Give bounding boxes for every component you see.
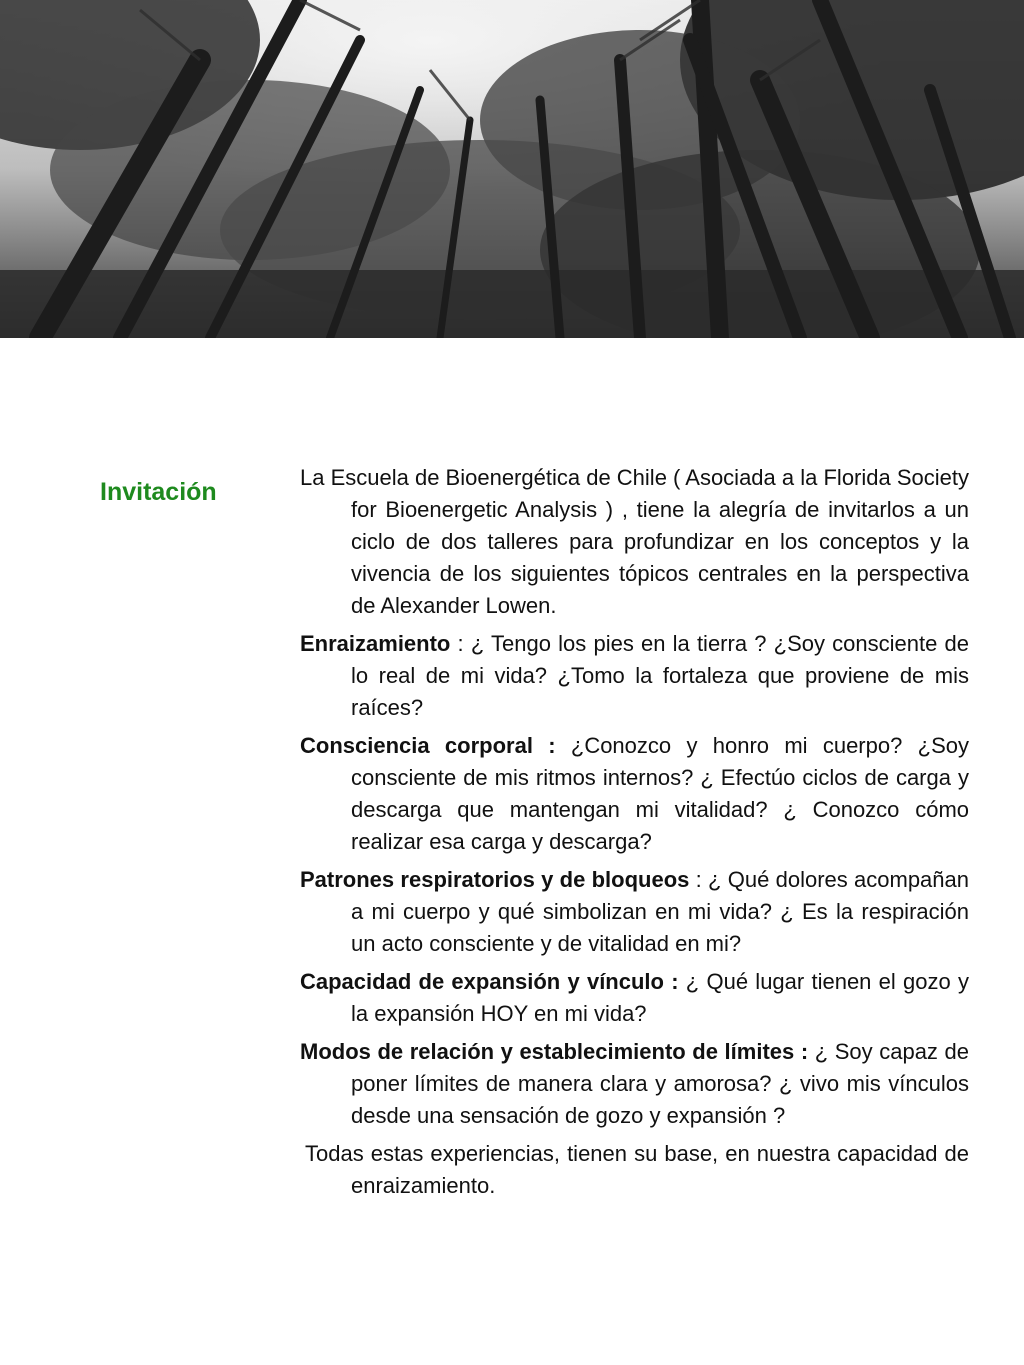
closing-paragraph: Todas estas experiencias, tienen su base, en nuestra capacidad de enraizamiento. (305, 1141, 969, 1198)
topic-term: Modos de relación y establecimiento de límites : (300, 1039, 809, 1064)
topic-separator (679, 969, 686, 994)
topic-paragraph (300, 628, 969, 724)
forest-canopy-photo (0, 0, 1024, 338)
topic-term: Consciencia corporal : (300, 733, 556, 758)
topic-text: ¿ Soy capaz de poner límites de manera clara y amorosa? ¿ vivo mis vínculos desde una sensación de gozo y expansión ? (351, 1039, 969, 1128)
topic-separator (808, 1039, 815, 1064)
page-title: Invitación (100, 478, 217, 506)
topic-term: Patrones respiratorios y de bloqueos (300, 867, 690, 892)
intro-paragraph: La Escuela de Bioenergética de Chile ( Asociada a la Florida Society for Bioenergetic Analysis ) , tiene la alegría de invitarlos a un ciclo de dos talleres para profundizar en los conceptos y la vivencia de los siguientes tópicos centrales en la perspectiva de Alexander Lowen. (300, 465, 969, 618)
topic-paragraph (300, 730, 969, 858)
topic-term: Enraizamiento (300, 631, 451, 656)
topic-paragraph (300, 1036, 969, 1132)
topic-text: ¿ Tengo los pies en la tierra ? ¿Soy consciente de lo real de mi vida? ¿Tomo la fortaleza que proviene de mis raíces? (351, 631, 969, 720)
topic-text: ¿ Qué lugar tienen el gozo y la expansión HOY en mi vida? (351, 969, 969, 1026)
topic-separator (556, 733, 571, 758)
topic-separator: : (689, 867, 709, 892)
topic-paragraph (300, 966, 969, 1030)
topic-text: ¿Conozco y honro mi cuerpo? ¿Soy consciente de mis ritmos internos? ¿ Efectúo ciclos de carga y descarga que mantengan mi vitalidad? ¿ Conozco cómo realizar esa carga y descarga? (351, 733, 969, 854)
topic-text: ¿ Qué dolores acompañan a mi cuerpo y qué simbolizan en mi vida? ¿ Es la respiración un acto consciente y de vitalidad en mi? (351, 867, 969, 956)
invitation-body (300, 462, 969, 1208)
topic-paragraph (300, 864, 969, 960)
topic-term: Capacidad de expansión y vínculo : (300, 969, 679, 994)
topic-separator: : (450, 631, 471, 656)
